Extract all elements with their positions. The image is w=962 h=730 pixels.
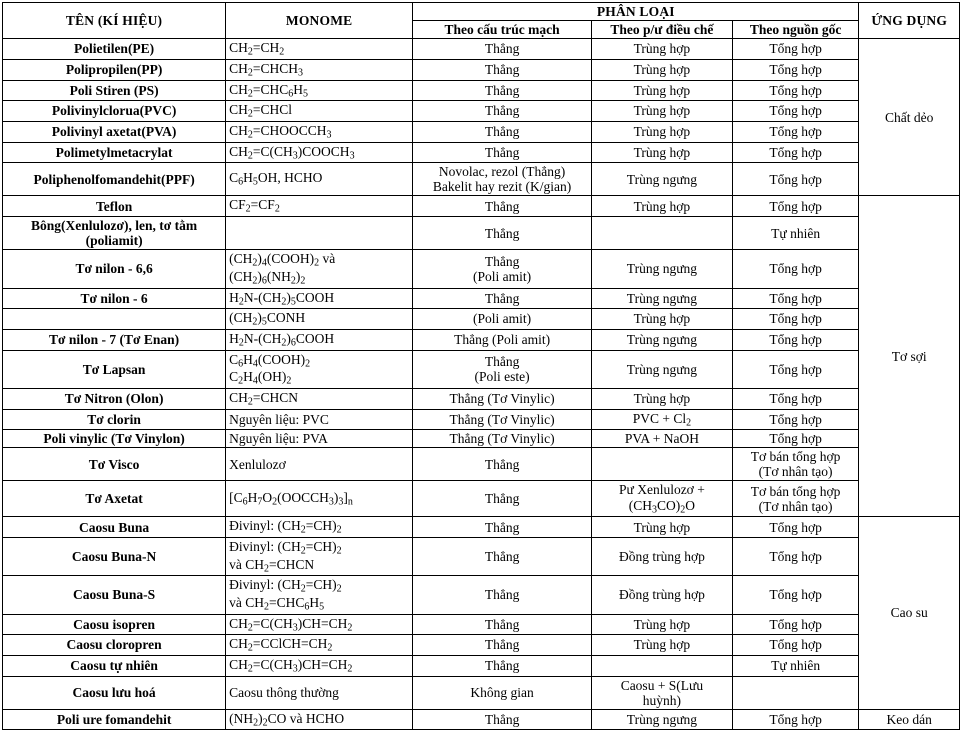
header-structure: Theo cấu trúc mạch — [413, 21, 592, 39]
cell-name: Caosu cloropren — [3, 635, 226, 656]
cell-name: Tơ nilon - 7 (Tơ Enan) — [3, 329, 226, 350]
table-row — [3, 517, 960, 538]
cell-reaction: Pư Xenlulozơ + $(CH_3CO)_2O$ — [592, 481, 733, 517]
table-row — [3, 481, 960, 517]
cell-origin: Tổng hợp — [732, 101, 859, 122]
cell-monome: $CH_2=CClCH=CH_2$ — [226, 635, 413, 656]
cell-reaction: Trùng ngưng — [592, 250, 733, 288]
cell-reaction: Trùng hợp — [592, 101, 733, 122]
header-reaction: Theo p/ư điều chế — [592, 21, 733, 39]
cell-origin: Tơ bán tổng hợp (Tơ nhân tạo) — [732, 481, 859, 517]
cell-structure: Thẳng (Tơ Vinylic) — [413, 409, 592, 430]
cell-reaction: Trùng ngưng — [592, 709, 733, 730]
cell-application: Cao su — [859, 517, 960, 709]
cell-origin: Tổng hợp — [732, 196, 859, 217]
cell-name: Poliphenolfomandehit(PPF) — [3, 163, 226, 196]
cell-name: Caosu isopren — [3, 614, 226, 635]
cell-reaction: Trùng hợp — [592, 142, 733, 163]
table-row — [3, 101, 960, 122]
cell-origin: Tổng hợp — [732, 430, 859, 448]
cell-origin: Tổng hợp — [732, 80, 859, 101]
cell-reaction: Trùng hợp — [592, 59, 733, 80]
cell-monome: Đivinyl: $(CH_2=CH)_2$ và $CH_2=CHCN$ — [226, 537, 413, 575]
cell-name — [3, 309, 226, 330]
cell-name: Teflon — [3, 196, 226, 217]
cell-monome: Xenlulozơ — [226, 448, 413, 481]
cell-monome: Đivinyl: $(CH_2=CH)_2$ — [226, 517, 413, 538]
cell-name: Bông(Xenlulozơ), len, tơ tằm (poliamit) — [3, 217, 226, 250]
cell-name: Polivinyl axetat(PVA) — [3, 121, 226, 142]
table-row — [3, 250, 960, 288]
cell-structure: (Poli amit) — [413, 309, 592, 330]
cell-reaction: Trùng hợp — [592, 80, 733, 101]
cell-structure: Không gian — [413, 676, 592, 709]
cell-name: Polietilen(PE) — [3, 39, 226, 60]
cell-name: Tơ Visco — [3, 448, 226, 481]
cell-name: Tơ nilon - 6 — [3, 288, 226, 309]
cell-origin: Tổng hợp — [732, 142, 859, 163]
cell-reaction: Caosu + S(Lưu huỳnh) — [592, 676, 733, 709]
cell-reaction: Trùng ngưng — [592, 163, 733, 196]
cell-structure: Thẳng — [413, 196, 592, 217]
cell-structure: Thẳng — [413, 537, 592, 575]
cell-structure: Thẳng — [413, 217, 592, 250]
document-page — [0, 2, 962, 729]
cell-structure: Thẳng (Poli amit) — [413, 329, 592, 350]
table-row — [3, 388, 960, 409]
cell-origin: Tổng hợp — [732, 388, 859, 409]
cell-reaction — [592, 655, 733, 676]
table-row — [3, 217, 960, 250]
table-row — [3, 288, 960, 309]
table-row — [3, 537, 960, 575]
cell-structure: Thẳng — [413, 448, 592, 481]
cell-monome: Đivinyl: $(CH_2=CH)_2$ và $CH_2=CHC_6H_5$ — [226, 576, 413, 614]
cell-origin: Tổng hợp — [732, 163, 859, 196]
cell-origin: Tổng hợp — [732, 709, 859, 730]
cell-reaction: Trùng ngưng — [592, 288, 733, 309]
table-row — [3, 196, 960, 217]
cell-monome: $H_2N-(CH_2)_5COOH$ — [226, 288, 413, 309]
cell-origin: Tổng hợp — [732, 635, 859, 656]
cell-name: Tơ Lapsan — [3, 350, 226, 388]
cell-monome: $CH_2=C(CH_3)COOCH_3$ — [226, 142, 413, 163]
header-application: ỨNG DỤNG — [859, 3, 960, 39]
cell-structure: Thẳng — [413, 576, 592, 614]
cell-monome: $CH_2=CHCH_3$ — [226, 59, 413, 80]
cell-structure: Thẳng — [413, 39, 592, 60]
cell-origin: Tổng hợp — [732, 350, 859, 388]
table-row — [3, 39, 960, 60]
cell-structure: Thẳng — [413, 121, 592, 142]
cell-reaction: Trùng hợp — [592, 388, 733, 409]
cell-origin: Tổng hợp — [732, 121, 859, 142]
header-classification: PHÂN LOẠI — [413, 3, 859, 21]
cell-structure: Thẳng — [413, 481, 592, 517]
cell-reaction: Đồng trùng hợp — [592, 576, 733, 614]
cell-structure: Thẳng — [413, 142, 592, 163]
cell-reaction: PVA + NaOH — [592, 430, 733, 448]
cell-structure: Thẳng — [413, 517, 592, 538]
cell-name: Poli ure fomandehit — [3, 709, 226, 730]
table-row — [3, 576, 960, 614]
cell-origin: Tổng hợp — [732, 59, 859, 80]
cell-reaction — [592, 448, 733, 481]
cell-reaction: Trùng hợp — [592, 614, 733, 635]
cell-structure: Thẳng — [413, 655, 592, 676]
cell-monome: $(NH_2)_2CO$ và HCHO — [226, 709, 413, 730]
table-row — [3, 430, 960, 448]
cell-structure: Thẳng — [413, 709, 592, 730]
cell-monome: $(CH_2)_5CONH$ — [226, 309, 413, 330]
cell-reaction — [592, 217, 733, 250]
table-row — [3, 59, 960, 80]
cell-monome: $C_6H_4(COOH)_2$ $C_2H_4(OH)_2$ — [226, 350, 413, 388]
cell-origin: Tổng hợp — [732, 576, 859, 614]
cell-reaction: Trùng hợp — [592, 635, 733, 656]
cell-origin: Tổng hợp — [732, 517, 859, 538]
cell-structure: Thẳng — [413, 635, 592, 656]
cell-origin: Tổng hợp — [732, 39, 859, 60]
table-row — [3, 614, 960, 635]
cell-name: Poli vinylic (Tơ Vinylon) — [3, 430, 226, 448]
cell-monome: $CH_2=C(CH_3)CH=CH_2$ — [226, 614, 413, 635]
cell-monome: $CH_2=CHOOCCH_3$ — [226, 121, 413, 142]
cell-name: Caosu Buna-N — [3, 537, 226, 575]
cell-structure: Thẳng — [413, 101, 592, 122]
cell-monome: $CH_2=CHC_6H_5$ — [226, 80, 413, 101]
table-row — [3, 676, 960, 709]
cell-application: Keo dán — [859, 709, 960, 730]
table-row — [3, 448, 960, 481]
cell-reaction: Trùng hợp — [592, 121, 733, 142]
cell-application: Chất dẻo — [859, 39, 960, 196]
cell-monome: Caosu thông thường — [226, 676, 413, 709]
table-row — [3, 309, 960, 330]
table-row — [3, 163, 960, 196]
table-body — [3, 39, 960, 730]
cell-name: Caosu Buna — [3, 517, 226, 538]
table-header — [3, 3, 960, 39]
cell-name: Polimetylmetacrylat — [3, 142, 226, 163]
table-row — [3, 635, 960, 656]
cell-structure: Thẳng — [413, 288, 592, 309]
cell-monome: $CH_2=CHCN$ — [226, 388, 413, 409]
cell-name: Tơ Axetat — [3, 481, 226, 517]
cell-name: Tơ clorin — [3, 409, 226, 430]
cell-name: Caosu lưu hoá — [3, 676, 226, 709]
cell-monome: $CH_2=CHCl$ — [226, 101, 413, 122]
polymer-classification-table — [2, 2, 960, 730]
table-row — [3, 350, 960, 388]
cell-monome: $C_6H_5OH$, HCHO — [226, 163, 413, 196]
cell-name: Tơ Nitron (Olon) — [3, 388, 226, 409]
cell-reaction: Trùng hợp — [592, 309, 733, 330]
cell-name: Polipropilen(PP) — [3, 59, 226, 80]
header-monome: MONOME — [226, 3, 413, 39]
cell-monome: Nguyên liệu: PVA — [226, 430, 413, 448]
header-origin: Theo nguồn gốc — [732, 21, 859, 39]
cell-reaction: Trùng hợp — [592, 196, 733, 217]
cell-monome: $(CH_2)_4(COOH)_2$ và $(CH_2)_6(NH_2)_2$ — [226, 250, 413, 288]
cell-reaction: Trùng ngưng — [592, 329, 733, 350]
cell-origin: Tổng hợp — [732, 537, 859, 575]
cell-monome: $CH_2=C(CH_3)CH=CH_2$ — [226, 655, 413, 676]
cell-structure: Thẳng — [413, 614, 592, 635]
table-row — [3, 80, 960, 101]
cell-reaction: Đồng trùng hợp — [592, 537, 733, 575]
cell-reaction: Trùng ngưng — [592, 350, 733, 388]
cell-origin — [732, 676, 859, 709]
cell-reaction: Trùng hợp — [592, 39, 733, 60]
cell-monome: $CH_2=CH_2$ — [226, 39, 413, 60]
table-row — [3, 329, 960, 350]
cell-monome: $H_2N-(CH_2)_6COOH$ — [226, 329, 413, 350]
cell-monome: $CF_2=CF_2$ — [226, 196, 413, 217]
cell-structure: Thẳng (Poli amit) — [413, 250, 592, 288]
cell-name: Poli Stiren (PS) — [3, 80, 226, 101]
table-row — [3, 142, 960, 163]
cell-application: Tơ sợi — [859, 196, 960, 517]
cell-reaction: Trùng hợp — [592, 517, 733, 538]
table-row — [3, 709, 960, 730]
cell-origin: Tổng hợp — [732, 250, 859, 288]
cell-name: Caosu tự nhiên — [3, 655, 226, 676]
cell-origin: Tự nhiên — [732, 655, 859, 676]
cell-structure: Novolac, rezol (Thẳng) Bakelit hay rezit (K/gian) — [413, 163, 592, 196]
cell-structure: Thẳng — [413, 59, 592, 80]
cell-structure: Thẳng (Poli este) — [413, 350, 592, 388]
cell-monome — [226, 217, 413, 250]
cell-structure: Thẳng (Tơ Vinylic) — [413, 430, 592, 448]
cell-structure: Thẳng (Tơ Vinylic) — [413, 388, 592, 409]
cell-monome: Nguyên liệu: PVC — [226, 409, 413, 430]
cell-origin: Tổng hợp — [732, 409, 859, 430]
cell-origin: Tự nhiên — [732, 217, 859, 250]
table-row — [3, 121, 960, 142]
cell-origin: Tổng hợp — [732, 288, 859, 309]
cell-origin: Tổng hợp — [732, 614, 859, 635]
cell-name: Tơ nilon - 6,6 — [3, 250, 226, 288]
cell-reaction: PVC + $Cl_2$ — [592, 409, 733, 430]
cell-name: Polivinylclorua(PVC) — [3, 101, 226, 122]
cell-structure: Thẳng — [413, 80, 592, 101]
cell-monome: $[C_6H_7O_2(OOCCH_3)_3]_n$ — [226, 481, 413, 517]
cell-name: Caosu Buna-S — [3, 576, 226, 614]
cell-origin: Tổng hợp — [732, 329, 859, 350]
table-row — [3, 409, 960, 430]
cell-origin: Tổng hợp — [732, 309, 859, 330]
header-row-top — [3, 3, 960, 21]
table-row — [3, 655, 960, 676]
cell-origin: Tơ bán tổng hợp (Tơ nhân tạo) — [732, 448, 859, 481]
header-name: TÊN (KÍ HIỆU) — [3, 3, 226, 39]
